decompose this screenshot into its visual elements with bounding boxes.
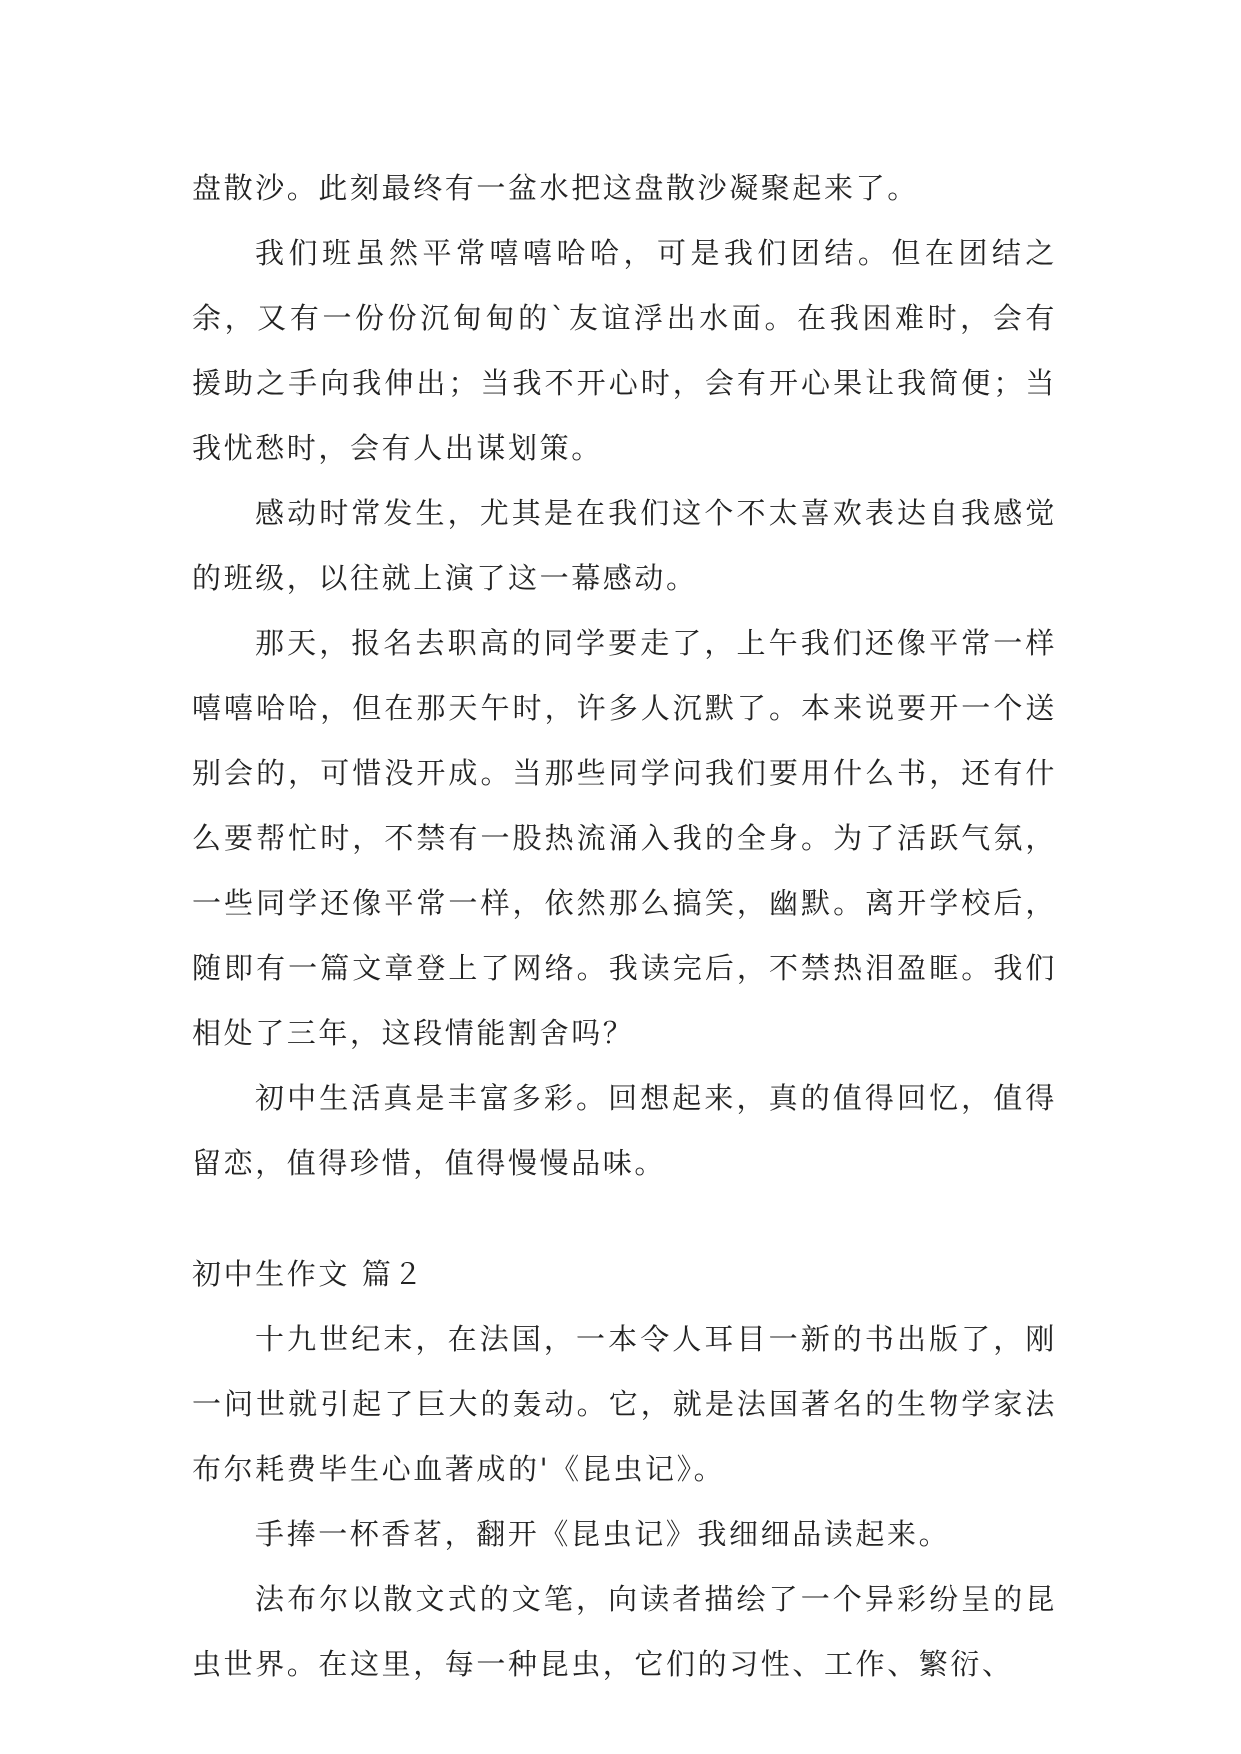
paragraph: 感动时常发生，尤其是在我们这个不太喜欢表达自我感觉的班级，以往就上演了这一幕感动。: [192, 496, 1057, 595]
paragraph: 法布尔以散文式的文笔，向读者描绘了一个异彩纷呈的昆虫世界。在这里，每一种昆虫，它们的习性、工作、繁衍、: [192, 1582, 1057, 1681]
section-title: 初中生作文 篇２: [192, 1257, 426, 1291]
paragraph: 十九世纪末，在法国，一本令人耳目一新的书出版了，刚一问世就引起了巨大的轰动。它，就是法国著名的生物学家法布尔耗费毕生心血著成的'《昆虫记》。: [192, 1322, 1057, 1486]
paragraph: 我们班虽然平常嘻嘻哈哈，可是我们团结。但在团结之余，又有一份份沉甸甸的`友谊浮出水面。在我困难时，会有援助之手向我伸出；当我不开心时，会有开心果让我简便；当我忧愁时，会有人出谋划策。: [192, 236, 1057, 465]
paragraph-continued: 盘散沙。此刻最终有一盆水把这盘散沙凝聚起来了。: [192, 171, 919, 205]
paragraph: 手捧一杯香茗，翻开《昆虫记》我细细品读起来。: [255, 1517, 951, 1551]
paragraph: 那天，报名去职高的同学要走了，上午我们还像平常一样嘻嘻哈哈，但在那天午时，许多人沉默了。本来说要开一个送别会的，可惜没开成。当那些同学问我们要用什么书，还有什么要帮忙时，不禁有一股热流涌入我的全身。为了活跃气氛，一些同学还像平常一样，依然那么搞笑，幽默。离开学校后，随即有一篇文章登上了网络。我读完后，不禁热泪盈眶。我们相处了三年，这段情能割舍吗？: [192, 626, 1057, 1050]
paragraph: 初中生活真是丰富多彩。回想起来，真的值得回忆，值得留恋，值得珍惜，值得慢慢品味。: [192, 1081, 1057, 1180]
document-body: [192, 156, 1057, 1697]
